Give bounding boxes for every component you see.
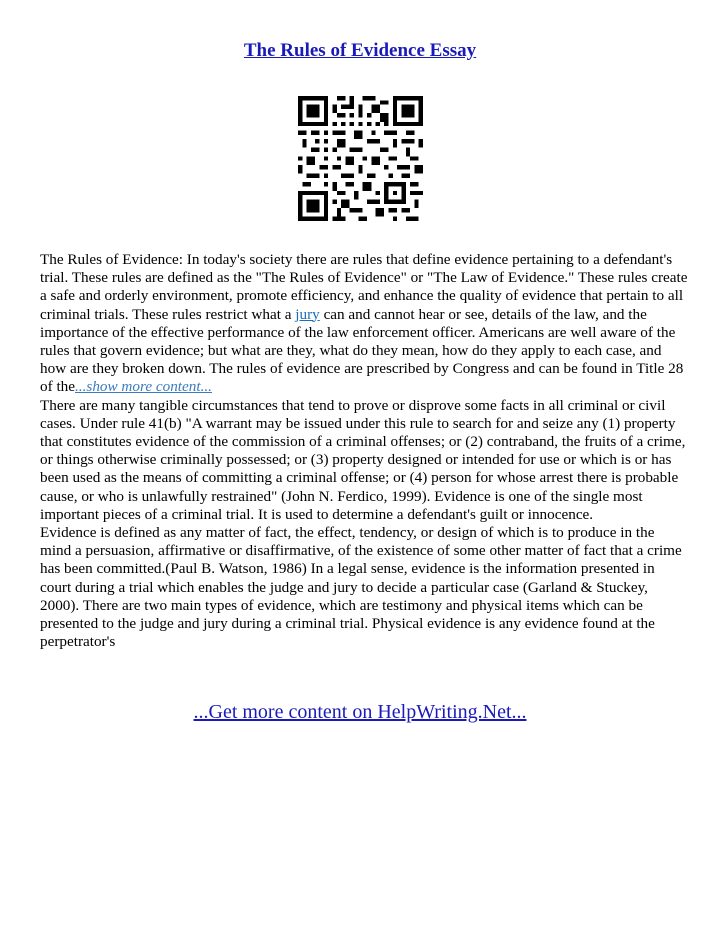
title-link[interactable]: The Rules of Evidence Essay <box>243 40 477 61</box>
paragraph-1: The Rules of Evidence: In today's society there are rules that define evidence pertaining to a defendant's trial. These rules are defined as the "The Rules of Evidence" or "The Law of Evidence." These rules create a safe and orderly environment, promote efficiency, and enhance the quality of evidence that pertain to all criminal trials. These rules restrict what a jury can and cannot hear or see, details of the law, and the importance of the effective performance of the law enforcement officer. Americans are well aware of the rules that govern evidence; but what are they, what do they mean, how do they apply to each case, and how are they broken down. The rules of evidence are prescribed by Congress and can be found in Title 28 of the...show more content... <box>40 251 688 396</box>
paragraph-3: Evidence is defined as any matter of fact, the effect, tendency, or design of which is to produce in the mind a persuasion, affirmative or disaffirmative, of the existence of some other matter of fact that a crime has been committed.(Paul B. Watson, 1986) In a legal sense, evidence is the information presented in court during a trial which enables the judge and jury to decide a particular case (Garland & Stuckey, 2000). There are two main types of evidence, which are testimony and physical items which can be presented to the judge and jury during a criminal trial. Physical evidence is any evidence found at the perpetrator's <box>40 524 682 651</box>
paragraph-2: There are many tangible circumstances that tend to prove or disprove some facts in all criminal or civil cases. Under rule 41(b) "A warrant may be issued under this rule to search for and seize any (1) property that constitutes evidence of the commission of a criminal offenses; or (2) contraband, the fruits of a crime, or things otherwise criminally possessed; or (3) property designed or intended for use or which is or has been used as the means of committing a criminal offense; or (4) person for whose arrest there is probable cause, or who is unlawfully restrained" (John N. Ferdico, 1999). Evidence is one of the single most important pieces of a criminal trial. It is used to determine a defendant's guilt or innocence. <box>40 396 686 523</box>
page-title <box>0 40 720 62</box>
essay-body <box>40 251 688 651</box>
jury-link[interactable]: jury <box>295 305 320 323</box>
get-more-content-link[interactable]: ...Get more content on HelpWriting.Net... <box>193 701 527 723</box>
qr-code-icon <box>298 96 423 221</box>
show-more-link[interactable]: ...show more content... <box>75 378 212 396</box>
footer <box>0 701 720 724</box>
